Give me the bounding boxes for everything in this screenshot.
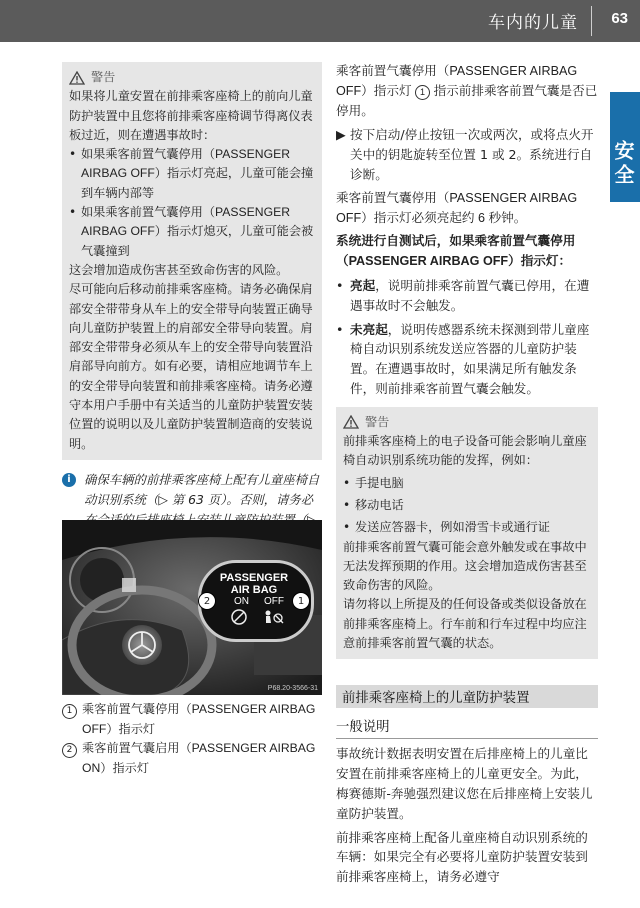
- airbag-off-icon: [262, 608, 288, 626]
- warning-bullet: • 移动电话: [343, 497, 404, 512]
- caption-item: 1 乘客前置气囊停用（PASSENGER AIRBAG OFF）指示灯: [62, 700, 322, 739]
- warning-instructions: 请勿将以上所提及的任何设备或类似设备放在前排乘客座椅上。行车前和行车过程中均应注意前排乘客前置气囊的状态。: [343, 597, 587, 651]
- header-divider: [591, 6, 592, 36]
- warning-intro: 如果将儿童安置在前排乘客座椅上的前向儿童防护装置中且您将前排乘客座椅调节得离仪表板过近，则在遭遇事故时：: [69, 89, 313, 142]
- warning-intro: 前排乘客座椅上的电子设备可能会影响儿童座椅自动识别系统功能的发挥，例如：: [343, 434, 587, 468]
- child-seat-icon: [230, 608, 256, 626]
- warning-consequence: 前排乘客前置气囊可能会意外触发或在事故中无法发挥预期的作用。这会增加造成伤害甚至致命伤害的风险。: [343, 539, 587, 593]
- self-test-result-intro: 系统进行自测试后，如果乘客前置气囊停用（PASSENGER AIRBAG OFF）指示灯：: [336, 234, 576, 269]
- warning-bullet: • 手提电脑: [343, 475, 404, 490]
- page-header: [0, 0, 640, 42]
- callout-ref-1: 1: [415, 85, 430, 100]
- info-icon: i: [62, 473, 76, 487]
- callout-1: 1: [292, 592, 310, 610]
- warning-bullet: • 如果乘客前置气囊停用（PASSENGER AIRBAG OFF）指示灯熄灭，儿童可能会被气囊撞到: [69, 205, 314, 258]
- self-test-duration: 乘客前置气囊停用（PASSENGER AIRBAG OFF）指示灯必须亮起约 6 秒钟。: [336, 190, 578, 225]
- warning-box-left: [62, 62, 322, 460]
- warning-instructions: 尽可能向后移动前排乘客座椅。请务必确保肩部安全带带身从车上的安全带导向装置正确导向儿童防护装置上的肩部安全带导向装置。肩部安全带带身必须从车上的安全带导向装置沿肩部导向前方。如有必要，请相应地调节车上的安全带导向装置和前排乘客座椅。请务必遵守本用户手册中有关适当的儿童防护装置安装位置的说明以及儿童防护装置制造商的安装说明。: [69, 282, 313, 451]
- caption-item: 2 乘客前置气囊启用（PASSENGER AIRBAG ON）指示灯: [62, 739, 322, 778]
- page-number: 63: [611, 10, 628, 27]
- warning-title: 警告: [91, 70, 116, 84]
- warning-triangle-icon: [69, 71, 85, 85]
- callout-2: 2: [198, 592, 216, 610]
- warning-bullet: • 发送应答器卡，例如滑雪卡或通行证: [343, 520, 550, 535]
- left-column: [62, 62, 322, 550]
- body-paragraph: 事故统计数据表明安置在后排座椅上的儿童比安置在前排乘客座椅上的儿童更安全。为此，梅赛德斯-奔驰强烈建议您在后排座椅上安装儿童防护装置。: [336, 746, 593, 821]
- warning-header: [343, 413, 591, 432]
- step-item: ▶ 按下启动/停止按钮一次或两次，或将点火开关中的钥匙旋转至位置 1 或 2。系统进行自诊断。: [336, 125, 598, 184]
- panel-label-off: OFF: [264, 596, 284, 607]
- warning-box-right: [336, 407, 598, 660]
- panel-label-on: ON: [234, 596, 249, 607]
- result-bullet: • 未亮起，说明传感器系统未探测到带儿童座椅自动识别系统发送应答器的儿童防护装置。在遭遇事故时，如果满足所有触发条件，则前排乘客前置气囊会触发。: [336, 321, 590, 396]
- panel-label-airbag: AIR BAG: [230, 584, 278, 596]
- warning-triangle-icon: [343, 415, 359, 429]
- subsection-title: 一般说明: [336, 716, 598, 739]
- indicator-description: 乘客前置气囊停用（PASSENGER AIRBAG OFF）指示灯 1 指示前排乘客前置气囊是否已停用。: [336, 64, 598, 118]
- info-note-text: 确保车辆的前排乘客座椅上配有儿童座椅自动识别系统（▷ 第 63 页）。否则，请务必: [84, 471, 320, 507]
- result-bullet: • 亮起，说明前排乘客前置气囊已停用，在遭遇事故时不会触发。: [336, 277, 590, 313]
- figure-code: P68.20-3566-31: [267, 685, 318, 692]
- warning-header: [69, 68, 315, 87]
- warning-title: 警告: [365, 414, 390, 429]
- section-title: 前排乘客座椅上的儿童防护装置: [336, 685, 598, 708]
- right-column: [336, 62, 598, 887]
- body-paragraph: 前排乘客座椅上配备儿童座椅自动识别系统的车辆：如果完全有必要将儿童防护装置安装到前排乘客座椅上，请务必遵守: [336, 829, 588, 885]
- section-tab-label: 安全: [611, 140, 635, 188]
- figure-captions: [62, 700, 322, 778]
- airbag-indicator-photo: [62, 520, 322, 695]
- panel-label-passenger: PASSENGER: [219, 572, 289, 584]
- warning-bullet: • 如果乘客前置气囊停用（PASSENGER AIRBAG OFF）指示灯亮起，儿童可能会撞到车辆内部等: [69, 147, 314, 200]
- warning-consequence: 这会增加造成伤害甚至致命伤害的风险。: [69, 262, 289, 277]
- step-arrow-icon: ▶: [336, 127, 346, 143]
- chapter-title: 车内的儿童: [488, 13, 578, 33]
